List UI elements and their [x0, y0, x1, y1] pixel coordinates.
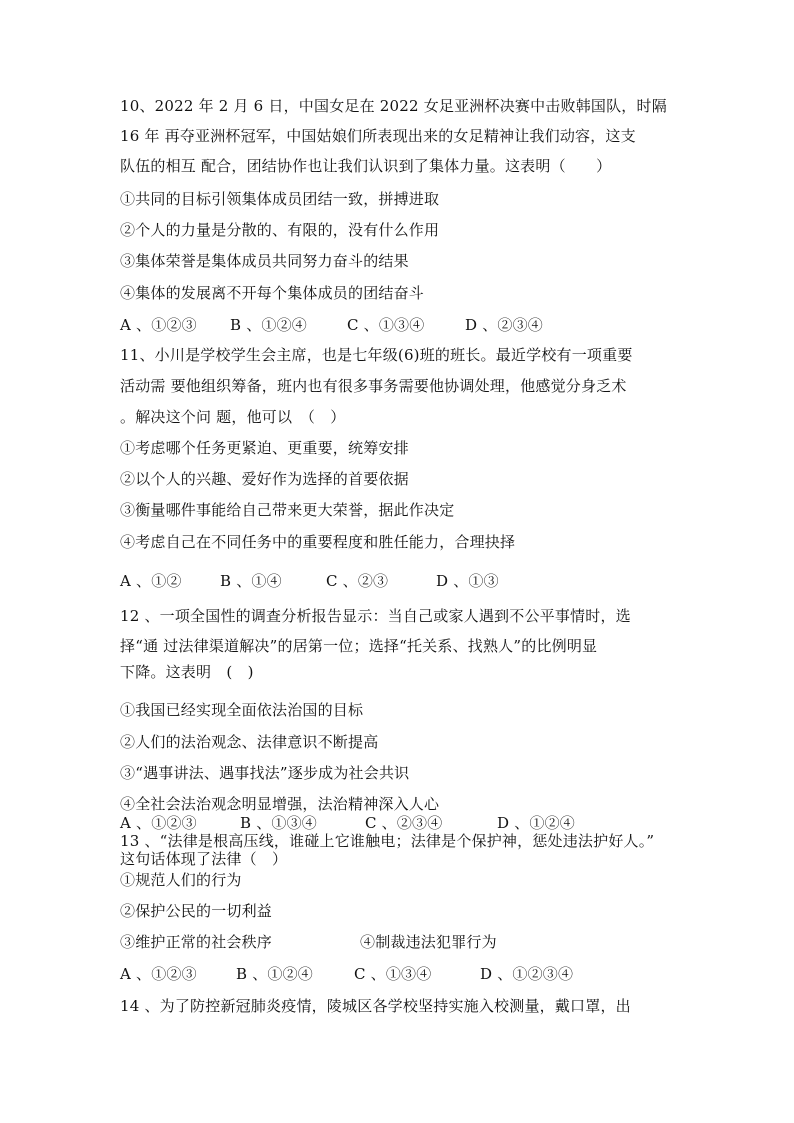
q13-item-3: ③维护正常的社会秩序: [120, 933, 273, 951]
q12-option-a: A 、①②③: [120, 814, 197, 832]
q12-item-4: ④全社会法治观念明显增强，法治精神深入人心: [120, 795, 440, 813]
q14-stem-line-1: 14 、为了防控新冠肺炎疫情，陵城区各学校坚持实施入校测量，戴口罩，出: [120, 997, 631, 1015]
q11-stem-line-1: 11、小川是学校学生会主席，也是七年级(6)班的班长。最近学校有一项重要: [120, 346, 633, 364]
q12-option-c: C 、②③④: [365, 814, 443, 832]
q11-option-d: D 、①③: [436, 572, 499, 590]
q12-stem-line-2: 择“通 过法律渠道解决”的居第一位；选择“托关系、找熟人”的比例明显: [120, 637, 598, 655]
q10-stem-line-1: 10、2022 年 2 月 6 日，中国女足在 2022 女足亚洲杯决赛中击败韩国队，时隔: [120, 97, 667, 115]
q13-item-4: ④制裁违法犯罪行为: [360, 933, 497, 951]
q10-stem-line-3: 队伍的相互 配合，团结协作也让我们认识到了集体力量。这表明（ ）: [120, 157, 612, 175]
q10-item-4: ④集体的发展离不开每个集体成员的团结奋斗: [120, 284, 425, 302]
q10-item-3: ③集体荣誉是集体成员共同努力奋斗的结果: [120, 252, 409, 270]
q12-option-d: D 、①②④: [497, 814, 575, 832]
q11-stem-line-3: 。解决这个问 题，他可以 （ ）: [120, 408, 346, 426]
q13-option-c: C 、①③④: [354, 965, 432, 983]
q10-options: [120, 315, 680, 335]
q11-option-b: B 、①④: [220, 572, 282, 590]
q12-item-2: ②人们的法治观念、法律意识不断提高: [120, 733, 379, 751]
q12-item-1: ①我国已经实现全面依法治国的目标: [120, 701, 364, 719]
q13-option-a: A 、①②③: [120, 965, 197, 983]
q13-option-d: D 、①②③④: [480, 965, 574, 983]
q13-item-1: ①规范人们的行为: [120, 871, 242, 889]
q11-option-c: C 、②③: [326, 572, 389, 590]
q12-item-3: ③“遇事讲法、遇事找法”逐步成为社会共识: [120, 764, 410, 782]
q12-stem-line-1: 12 、一项全国性的调查分析报告显示：当自己或家人遇到不公平事情时，选: [120, 607, 631, 625]
q10-item-2: ②个人的力量是分散的、有限的，没有什么作用: [120, 221, 440, 239]
q13-option-b: B 、①②④: [236, 965, 313, 983]
q11-item-2: ②以个人的兴趣、爱好作为选择的首要依据: [120, 470, 409, 488]
q13-stem-line-2: 这句话体现了法律（ ）: [120, 850, 288, 868]
q13-item-2: ②保护公民的一切利益: [120, 902, 273, 920]
q11-item-1: ①考虑哪个任务更紧迫、更重要，统筹安排: [120, 439, 409, 457]
q11-option-a: A 、①②: [120, 572, 182, 590]
q12-option-b: B 、①③④: [240, 814, 317, 832]
q10-option-d: D 、②③④: [465, 316, 543, 334]
q13-options: [120, 964, 680, 984]
q10-option-a: A 、①②③: [120, 316, 197, 334]
q11-options: [120, 571, 680, 591]
q11-item-3: ③衡量哪件事能给自己带来更大荣誉，据此作决定: [120, 501, 455, 519]
q13-item-3-row: [120, 932, 680, 952]
q12-stem-line-3: 下降。这表明 ( ): [120, 663, 254, 681]
q13-stem-line-1: 13 、“法律是根高压线，谁碰上它谁触电；法律是个保护神，惩处违法护好人。”: [120, 832, 655, 850]
q10-item-1: ①共同的目标引领集体成员团结一致，拼搏进取: [120, 190, 440, 208]
q12-options: [120, 813, 680, 833]
q10-option-b: B 、①②④: [230, 316, 307, 334]
q10-stem-line-2: 16 年 再夺亚洲杯冠军，中国姑娘们所表现出来的女足精神让我们动容，这支: [120, 127, 636, 145]
q11-stem-line-2: 活动需 要他组织筹备，班内也有很多事务需要他协调处理，他感觉分身乏术: [120, 377, 627, 395]
q11-item-4: ④考虑自己在不同任务中的重要程度和胜任能力，合理抉择: [120, 533, 516, 551]
q10-option-c: C 、①③④: [347, 316, 425, 334]
